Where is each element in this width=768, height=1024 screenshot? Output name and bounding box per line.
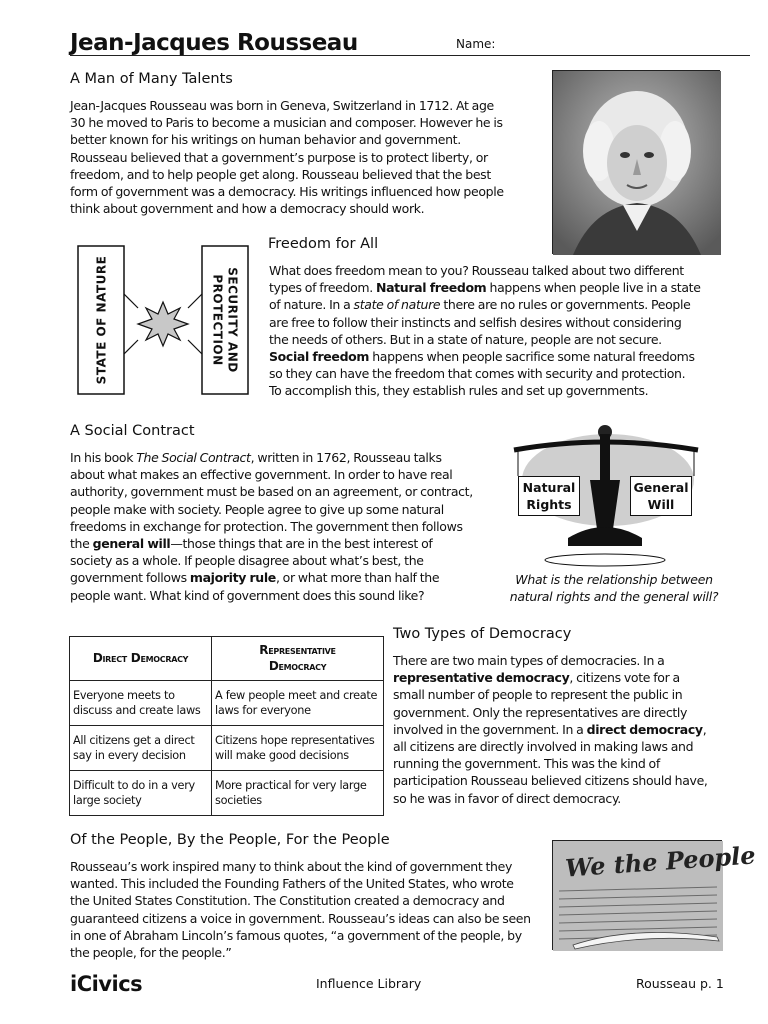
talents-line: think about government and how a democracy should work.: [70, 201, 425, 217]
constitution-image: [552, 840, 757, 950]
general-will-box: General Will: [630, 476, 692, 516]
table-row: [70, 771, 384, 816]
majority-rule-term: majority rule: [189, 570, 276, 586]
contract-line: government follows majority rule, or what more than half the: [70, 570, 440, 586]
types-line: small number of people to represent the public in: [393, 687, 683, 703]
types-heading: Two Types of Democracy: [393, 626, 572, 642]
types-line: running the government. This was the kind of: [393, 756, 660, 772]
people-line: in one of Abraham Lincoln’s famous quotes, “a government of the people, by: [70, 927, 522, 943]
types-line: all citizens are directly involved in making laws and: [393, 739, 694, 755]
contract-line: about what makes an effective government. In order to have real: [70, 467, 453, 483]
talents-line: Jean-Jacques Rousseau was born in Geneva, Switzerland in 1712. At age: [70, 98, 494, 113]
table-cell: All citizens get a direct say in every decision: [70, 726, 212, 771]
freedom-line: the needs of others. But in a state of nature, people are not secure.: [269, 331, 662, 347]
types-line: There are two main types of democracies. In a: [393, 653, 665, 668]
types-line: so he was in favor of direct democracy.: [393, 790, 621, 806]
contract-line: freedoms in exchange for protection. The government then follows: [70, 518, 463, 534]
types-line: participation Rousseau believed citizens should have,: [393, 773, 708, 789]
page-number: Rousseau p. 1: [636, 976, 724, 991]
table-header-row: [70, 637, 384, 681]
footer-center: Influence Library: [316, 976, 422, 991]
table-cell: A few people meet and create laws for everyone: [212, 681, 384, 726]
security-label: SECURITY AND: [226, 267, 241, 373]
people-heading: Of the People, By the People, For the People: [70, 832, 390, 848]
contract-line: people make with society. People agree to give up some natural: [70, 501, 444, 517]
natural-freedom-term: Natural freedom: [375, 280, 487, 296]
talents-paragraph: [70, 97, 540, 217]
general-will-term: general will: [92, 536, 171, 552]
state-of-nature-term: state of nature: [353, 297, 441, 313]
contract-paragraph: [70, 449, 500, 604]
table-cell: Citizens hope representatives will make good decisions: [212, 726, 384, 771]
icivics-logo: iCivics: [70, 972, 143, 996]
protection-label: PROTECTION: [211, 274, 226, 366]
freedom-line: Social freedom happens when people sacrifice some natural freedoms: [269, 349, 695, 365]
social-freedom-term: Social freedom: [269, 349, 370, 365]
types-paragraph: [393, 652, 738, 807]
contract-line: people want. What kind of government does this sound like?: [70, 587, 425, 603]
contract-line: society as a whole. If people disagree about what’s best, the: [70, 553, 424, 569]
name-label: Name:: [456, 37, 496, 51]
freedom-heading: Freedom for All: [268, 236, 379, 252]
freedom-line: are free to follow their instincts and selfish desires without considering: [269, 314, 682, 330]
types-line: involved in the government. In a direct democracy,: [393, 721, 707, 737]
contract-line: the general will—those things that are in the best interest of: [70, 536, 433, 552]
people-line: guaranteed citizens a voice in government. Rousseau’s ideas can also be seen: [70, 910, 531, 926]
table-cell: Difficult to do in a very large society: [70, 771, 212, 816]
social-contract-title: The Social Contract: [136, 450, 251, 465]
types-line: representative democracy, citizens vote for a: [393, 670, 680, 686]
conflict-burst-icon: [138, 302, 188, 346]
freedom-line: of nature. In a state of nature there are no rules or governments. People: [269, 297, 691, 313]
people-line: Rousseau’s work inspired many to think about the kind of government they: [70, 859, 513, 874]
scale-caption: What is the relationship between natural rights and the general will?: [509, 572, 719, 604]
freedom-paragraph: [269, 262, 739, 400]
democracy-comparison-table: [69, 636, 384, 816]
natural-rights-box: Natural Rights: [518, 476, 580, 516]
talents-line: freedom, and to help people get along. Rousseau believed that the best: [70, 166, 491, 182]
table-row: [70, 681, 384, 726]
we-the-people-text: We the People: [564, 840, 757, 883]
freedom-line: so they can have the freedom that comes with security and protection.: [269, 366, 686, 382]
contract-heading: A Social Contract: [70, 423, 195, 439]
table-cell: More practical for very large societies: [212, 771, 384, 816]
nature-security-diagram: [76, 244, 248, 396]
table-row: [70, 726, 384, 771]
rousseau-portrait: [552, 70, 720, 254]
direct-democracy-header: Direct Democracy: [70, 637, 212, 681]
page-title: Jean-Jacques Rousseau: [70, 30, 358, 56]
talents-line: form of government was a democracy. His writings influenced how people: [70, 184, 504, 200]
people-paragraph: [70, 858, 550, 961]
people-line: the United States Constitution. The Constitution created a democracy and: [70, 893, 505, 909]
talents-line: better known for his writings on human behavior and government.: [70, 132, 461, 148]
people-line: wanted. This included the Founding Fathers of the United States, who wrote: [70, 876, 514, 892]
talents-line: Rousseau believed that a government’s purpose is to protect liberty, or: [70, 149, 488, 165]
contract-line: In his book The Social Contract, written in 1762, Rousseau talks: [70, 450, 442, 465]
state-of-nature-label: STATE OF NATURE: [94, 255, 108, 385]
contract-line: authority, government must be based on an agreement, or contract,: [70, 484, 473, 500]
freedom-line: To accomplish this, they establish rules and set up governments.: [269, 383, 649, 399]
representative-democracy-header: Representative Democracy: [212, 637, 384, 681]
page-header: [70, 30, 750, 56]
talents-line: 30 he moved to Paris to become a musician and composer. However he is: [70, 115, 503, 131]
portrait-illustration: [553, 71, 721, 255]
freedom-line: types of freedom. Natural freedom happens when people live in a state: [269, 280, 701, 296]
freedom-line: What does freedom mean to you? Rousseau talked about two different: [269, 263, 684, 278]
table-cell: Everyone meets to discuss and create laws: [70, 681, 212, 726]
balance-scale-illustration: [508, 420, 708, 570]
talents-heading: A Man of Many Talents: [70, 71, 233, 87]
direct-democracy-term: direct democracy: [586, 721, 703, 737]
representative-democracy-term: representative democracy: [393, 670, 570, 686]
types-line: government. Only the representatives are directly: [393, 704, 688, 720]
people-line: the people, for the people.”: [70, 945, 232, 961]
